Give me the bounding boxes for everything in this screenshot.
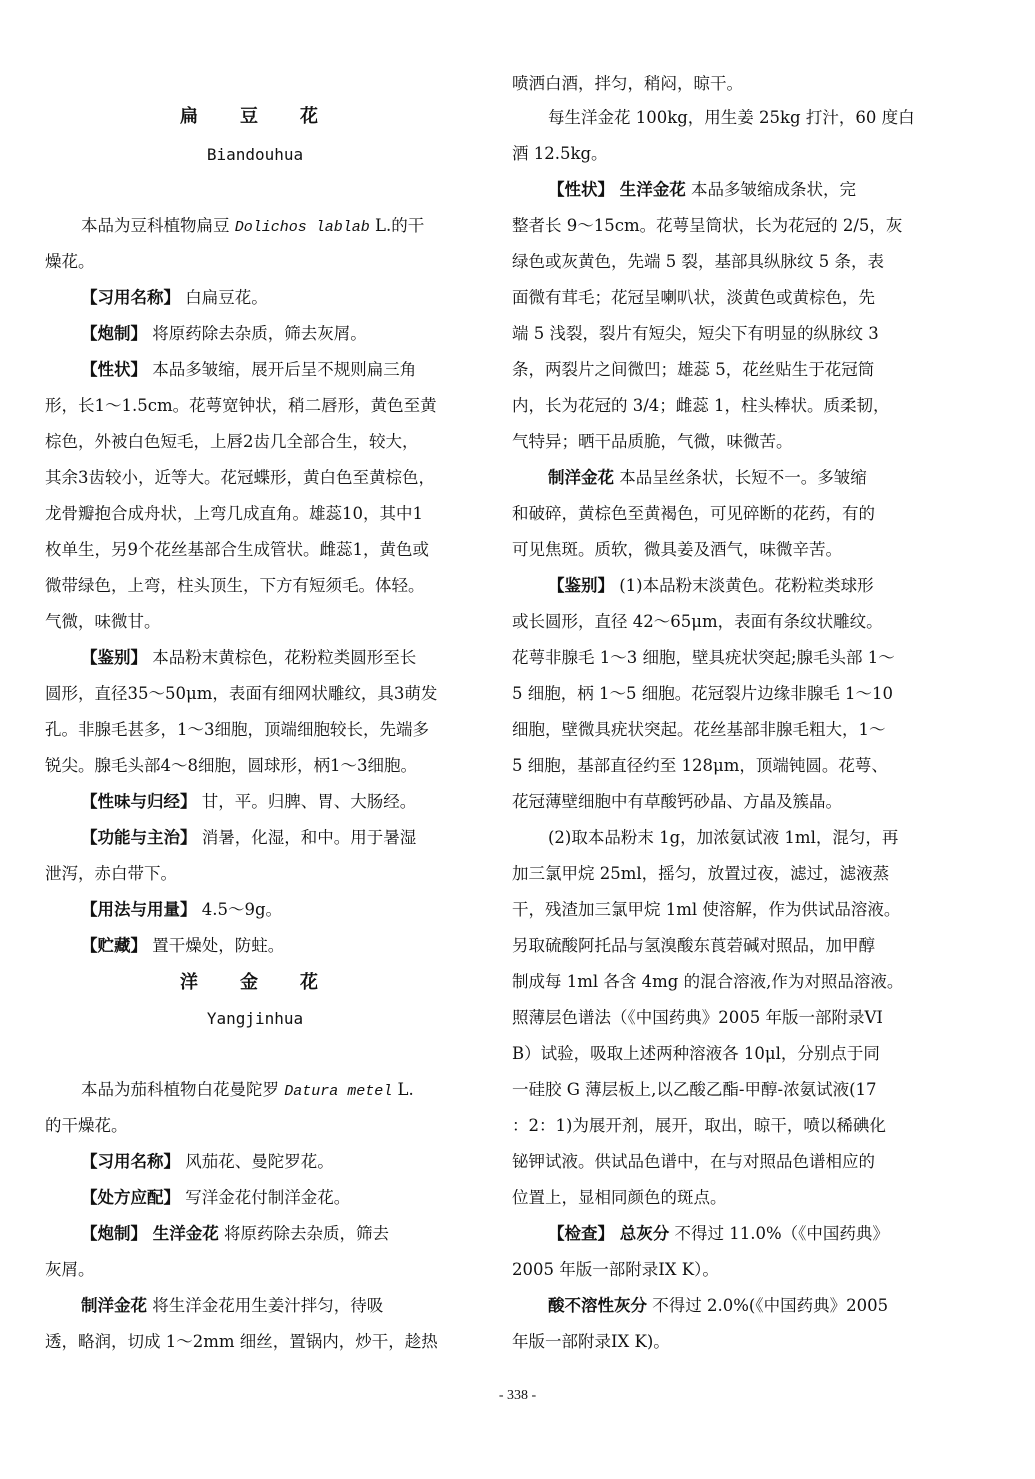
paragraph-line: 圆形，直径35～50μm，表面有细网状雕纹，具3萌发 [45, 684, 438, 703]
paragraph-line: 细胞，壁微具疣状突起。花丝基部非腺毛粗大，1～ [512, 720, 886, 739]
section-gongneng: 【功能与主治】 消暑，化湿，和中。用于暑湿 [81, 828, 417, 847]
section-heading: 【鉴别】 [548, 576, 614, 595]
paragraph-line: 微带绿色，上弯，柱头顶生，下方有短须毛。体轻。 [45, 576, 425, 595]
paragraph-line: 干，残渣加三氯甲烷 1ml 使溶解，作为供试品溶液。 [512, 900, 901, 919]
paragraph-line: 形，长1～1.5cm。花萼宽钟状，稍二唇形，黄色至黄 [45, 396, 437, 415]
page-number: - 338 - [498, 1388, 537, 1403]
paragraph-line: 制成每 1ml 各含 4mg 的混合溶液,作为对照品溶液。 [512, 972, 904, 991]
scientific-name: Dolichos lablab [234, 219, 370, 236]
section-heading: 【检查】 [548, 1224, 614, 1243]
paragraph-line: 照薄层色谱法（《中国药典》2005 年版一部附录VI [512, 1008, 883, 1027]
subheading: 生洋金花 [614, 180, 686, 199]
subheading: 制洋金花 [81, 1296, 147, 1315]
paragraph-line: 每生洋金花 100kg，用生姜 25kg 打汁，60 度白 [548, 108, 915, 127]
subheading: 总灰分 [614, 1224, 670, 1243]
section-heading: 【功能与主治】 [81, 828, 197, 847]
paragraph-line: 内，长为花冠的 3/4；雌蕊 1，柱头棒状。质柔韧， [512, 396, 890, 415]
paragraph-line: 5 细胞，基部直径约至 128μm，顶端钝圆。花萼、 [512, 756, 888, 775]
scientific-name: Datura metel [284, 1083, 393, 1100]
paragraph-line: 透，略润，切成 1～2mm 细丝，置锅内，炒干，趁热 [45, 1332, 438, 1351]
subheading: 制洋金花 [548, 468, 614, 487]
paragraph-line: 2005 年版一部附录IX K）。 [512, 1260, 719, 1279]
section-heading: 【鉴别】 [81, 648, 147, 667]
paragraph-line: 酒 12.5kg。 [512, 144, 608, 163]
entry-pinyin-yangjinhua: Yangjinhua [206, 1009, 304, 1028]
section-heading: 【性味与归经】 [81, 792, 197, 811]
entry-pinyin-biandouhua: Biandouhua [206, 145, 304, 164]
section-xingwei: 【性味与归经】 甘，平。归脾、胃、大肠经。 [81, 792, 417, 811]
paragraph-line: 喷洒白酒，拌匀，稍闷，晾干。 [512, 74, 743, 93]
section-suan: 酸不溶性灰分 不得过 2.0%(《中国药典》2005 [548, 1296, 889, 1315]
paragraph-line: 其余3齿较小，近等大。花冠蝶形，黄白色至黄棕色， [45, 468, 435, 487]
section-xingzhuang: 【性状】 本品多皱缩，展开后呈不规则扁三角 [81, 360, 417, 379]
section-jianbie: 【鉴别】 (1)本品粉末淡黄色。花粉粒类球形 [548, 576, 874, 595]
section-paozhi-2: 【炮制】 生洋金花 将原药除去杂质，筛去 [81, 1224, 389, 1243]
section-heading: 【习用名称】 [81, 288, 180, 307]
paragraph-line: 花萼非腺毛 1～3 细胞，壁具疣状突起;腺毛头部 1～ [512, 648, 895, 667]
entry-title-biandouhua: 扁 豆 花 [180, 106, 330, 127]
subheading: 生洋金花 [147, 1224, 219, 1243]
paragraph-line: 泄泻，赤白带下。 [45, 864, 177, 883]
paragraph-line: 绿色或灰黄色，先端 5 裂，基部具纵脉纹 5 条，表 [512, 252, 884, 271]
section-zhiyang: 制洋金花 将生洋金花用生姜汁拌匀，待吸 [81, 1296, 384, 1315]
subheading: 酸不溶性灰分 [548, 1296, 647, 1315]
paragraph-line: 气微，味微甘。 [45, 612, 161, 631]
paragraph-line: 花冠薄壁细胞中有草酸钙砂晶、方晶及簇晶。 [512, 792, 842, 811]
paragraph-line: 本品为茄科植物白花曼陀罗 Datura metel L. [81, 1080, 414, 1100]
section-heading: 【性状】 [81, 360, 147, 379]
paragraph-line: 孔。非腺毛甚多，1～3细胞，顶端细胞较长，先端多 [45, 720, 429, 739]
paragraph-line: ：2：1)为展开剂，展开，取出，晾干，喷以稀碘化 [512, 1116, 886, 1135]
section-heading: 【习用名称】 [81, 1152, 180, 1171]
paragraph-line: 锐尖。腺毛头部4～8细胞，圆球形，柄1～3细胞。 [45, 756, 417, 775]
paragraph-line: 棕色，外被白色短毛，上唇2齿几全部合生，较大， [45, 432, 419, 451]
section-zhucang: 【贮藏】 置干燥处，防蛀。 [81, 936, 285, 955]
paragraph-line: 5 细胞，柄 1～5 细胞。花冠裂片边缘非腺毛 1～10 [512, 684, 893, 703]
paragraph-line: 的干燥花。 [45, 1116, 128, 1135]
section-jiancha: 【检查】 总灰分 不得过 11.0%（《中国药典》 [548, 1224, 889, 1243]
paragraph-line: 整者长 9～15cm。花萼呈筒状，长为花冠的 2/5，灰 [512, 216, 903, 235]
paragraph-line: 面微有茸毛；花冠呈喇叭状，淡黄色或黄棕色，先 [512, 288, 875, 307]
paragraph-line: 枚单生，另9个花丝基部合生成管状。雌蕊1，黄色或 [45, 540, 429, 559]
section-zhi: 制洋金花 本品呈丝条状，长短不一。多皱缩 [548, 468, 867, 487]
section-chufang: 【处方应配】 写洋金花付制洋金花。 [81, 1188, 351, 1207]
entry-title-yangjinhua: 洋 金 花 [180, 972, 330, 993]
section-jianbie: 【鉴别】 本品粉末黄棕色，花粉粒类圆形至长 [81, 648, 417, 667]
paragraph-line: 年版一部附录IX K)。 [512, 1332, 670, 1351]
paragraph-line: 一硅胶 G 薄层板上,以乙酸乙酯-甲醇-浓氨试液(17 [512, 1080, 877, 1099]
paragraph-line: 和破碎，黄棕色至黄褐色，可见碎断的花药，有的 [512, 504, 875, 523]
paragraph-line: 铋钾试液。供试品色谱中，在与对照品色谱相应的 [512, 1152, 875, 1171]
section-heading: 【炮制】 [81, 324, 147, 343]
section-heading: 【贮藏】 [81, 936, 147, 955]
paragraph-line: B）试验，吸取上述两种溶液各 10μl，分别点于同 [512, 1044, 880, 1063]
paragraph-line: 可见焦斑。质软，微具姜及酒气，味微辛苦。 [512, 540, 842, 559]
section-xiyong: 【习用名称】 白扁豆花。 [81, 288, 268, 307]
section-heading: 【处方应配】 [81, 1188, 180, 1207]
paragraph-line: 条，两裂片之间微凹；雄蕊 5，花丝贴生于花冠筒 [512, 360, 875, 379]
paragraph-line: 端 5 浅裂，裂片有短尖，短尖下有明显的纵脉纹 3 [512, 324, 879, 343]
section-heading: 【性状】 [548, 180, 614, 199]
paragraph-line: 灰屑。 [45, 1260, 95, 1279]
paragraph-line: 燥花。 [45, 252, 95, 271]
paragraph-line: 位置上，显相同颜色的斑点。 [512, 1188, 727, 1207]
paragraph-line: 气特异；晒干品质脆，气微，味微苦。 [512, 432, 793, 451]
paragraph-line: 加三氯甲烷 25ml，摇匀，放置过夜，滤过，滤液蒸 [512, 864, 890, 883]
paragraph-line: 龙骨瓣抱合成舟状，上弯几成直角。雄蕊10，其中1 [45, 504, 423, 523]
section-heading: 【用法与用量】 [81, 900, 197, 919]
paragraph-line: 本品为豆科植物扁豆 Dolichos lablab L.的干 [81, 216, 425, 236]
section-xiyong-2: 【习用名称】 风茄花、曼陀罗花。 [81, 1152, 334, 1171]
paragraph-line: 另取硫酸阿托品与氢溴酸东莨菪碱对照品，加甲醇 [512, 936, 875, 955]
section-xingzhuang: 【性状】 生洋金花 本品多皱缩成条状，完 [548, 180, 856, 199]
section-yongfa: 【用法与用量】 4.5～9g。 [81, 900, 283, 919]
paragraph-line: 或长圆形，直径 42～65μm，表面有条纹状雕纹。 [512, 612, 883, 631]
paragraph-line: (2)取本品粉末 1g，加浓氨试液 1ml，混匀，再 [548, 828, 899, 847]
section-heading: 【炮制】 [81, 1224, 147, 1243]
section-paozhi: 【炮制】 将原药除去杂质，筛去灰屑。 [81, 324, 367, 343]
